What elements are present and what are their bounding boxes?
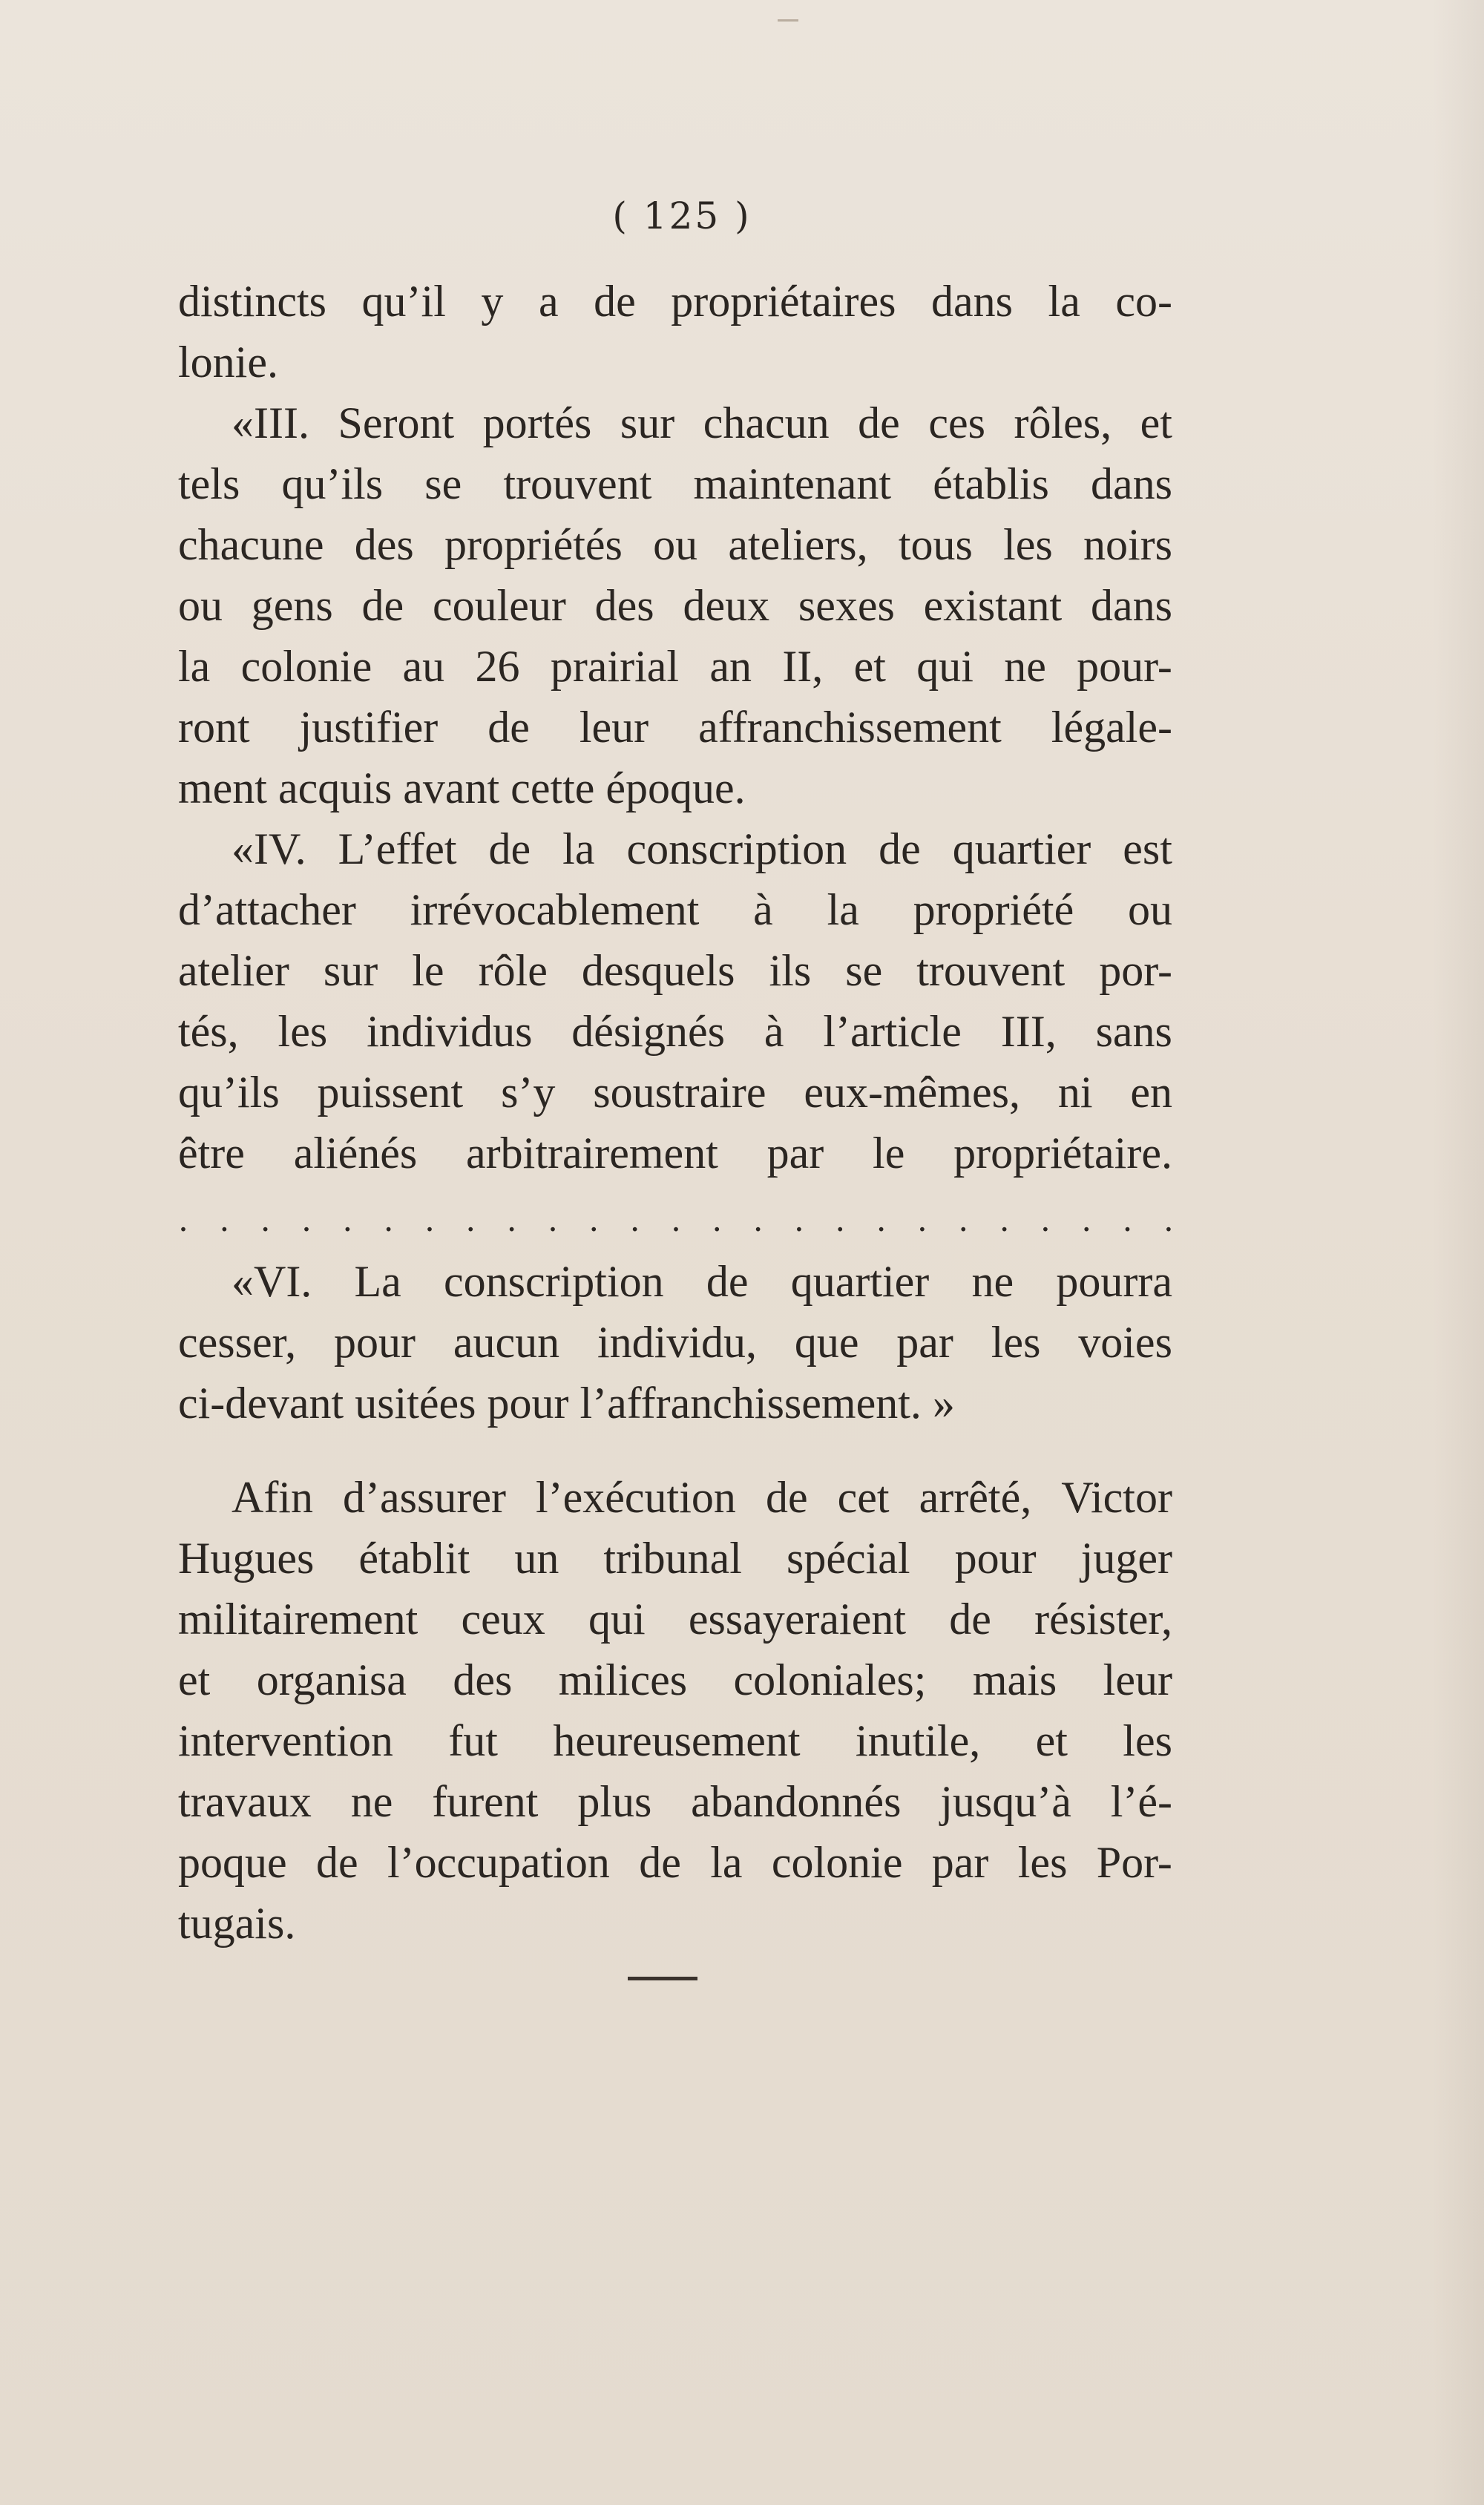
ellipsis-dot: . (424, 1201, 435, 1239)
top-edge-mark (778, 19, 798, 22)
ellipsis-dot: . (260, 1201, 271, 1239)
text-line: Hugues établit un tribunal spécial pour juger (178, 1534, 1172, 1583)
ellipsis-dot: . (876, 1201, 887, 1239)
ellipsis-dot: . (999, 1201, 1010, 1239)
text-line: ront justifier de leur affranchissement légale- (178, 703, 1172, 752)
ellipsis-dot: . (219, 1201, 230, 1239)
ellipsis-dot: . (752, 1201, 764, 1239)
ellipsis-dot: . (793, 1201, 804, 1239)
ellipsis-dot: . (1163, 1201, 1174, 1239)
ellipsis-dot: . (383, 1201, 394, 1239)
text-block-article-vi (178, 1251, 1172, 1434)
text-line: «III. Seront portés sur chacun de ces rôles, et (232, 398, 1172, 447)
text-block-articles (178, 271, 1172, 1183)
page-number: ( 125 ) (612, 194, 752, 237)
ellipsis-dot: . (547, 1201, 558, 1239)
text-line: chacune des propriétés ou ateliers, tous les noirs (178, 520, 1172, 569)
text-line: tugais. (178, 1899, 296, 1948)
ellipsis-dot: . (629, 1201, 640, 1239)
text-line: lonie. (178, 338, 278, 387)
text-line: et organisa des milices coloniales; mais leur (178, 1655, 1172, 1704)
text-line: «IV. L’effet de la conscription de quartier est (232, 824, 1172, 873)
ellipsis-dot: . (506, 1201, 517, 1239)
text-line: «VI. La conscription de quartier ne pourra (232, 1257, 1172, 1306)
text-line: ou gens de couleur des deux sexes existant dans (178, 581, 1172, 630)
ellipsis-dot: . (342, 1201, 353, 1239)
ellipsis-dot-row (178, 1202, 1172, 1239)
ellipsis-dot: . (670, 1201, 681, 1239)
text-line: d’attacher irrévocablement à la propriété ou (178, 885, 1172, 934)
text-line: la colonie au 26 prairial an II, et qui ne pour- (178, 642, 1172, 691)
text-line: distincts qu’il y a de propriétaires dans la co- (178, 277, 1172, 326)
ellipsis-dot: . (178, 1201, 188, 1239)
ellipsis-dot: . (916, 1201, 928, 1239)
text-line: ment acquis avant cette époque. (178, 764, 746, 812)
ellipsis-dot: . (1081, 1201, 1092, 1239)
text-line: poque de l’occupation de la colonie par les Por- (178, 1838, 1172, 1887)
text-block-narrative (178, 1467, 1172, 1954)
page-edge-shadow (1432, 0, 1484, 2505)
text-line: être aliénés arbitrairement par le propriétaire. (178, 1129, 1172, 1178)
ellipsis-dot: . (465, 1201, 476, 1239)
text-line: tels qu’ils se trouvent maintenant établis dans (178, 459, 1172, 508)
text-line: militairement ceux qui essayeraient de résister, (178, 1595, 1172, 1644)
text-line: tés, les individus désignés à l’article III, sans (178, 1007, 1172, 1056)
ellipsis-dot: . (301, 1201, 312, 1239)
text-line: intervention fut heureusement inutile, et les (178, 1716, 1172, 1765)
ellipsis-dot: . (835, 1201, 846, 1239)
text-line: Afin d’assurer l’exécution de cet arrêté, Victor (232, 1473, 1172, 1522)
ellipsis-dot: . (712, 1201, 723, 1239)
ellipsis-dot: . (958, 1201, 969, 1239)
ellipsis-dot: . (1040, 1201, 1051, 1239)
ellipsis-dot: . (1122, 1201, 1133, 1239)
text-line: ci-devant usitées pour l’affranchissement. » (178, 1379, 955, 1428)
text-line: qu’ils puissent s’y soustraire eux-mêmes, ni en (178, 1068, 1172, 1117)
text-line: travaux ne furent plus abandonnés jusqu’à l’é- (178, 1777, 1172, 1826)
text-line: atelier sur le rôle desquels ils se trouvent por- (178, 946, 1172, 995)
ellipsis-dot: . (588, 1201, 600, 1239)
text-line: cesser, pour aucun individu, que par les voies (178, 1318, 1172, 1367)
end-rule (628, 1977, 697, 1980)
